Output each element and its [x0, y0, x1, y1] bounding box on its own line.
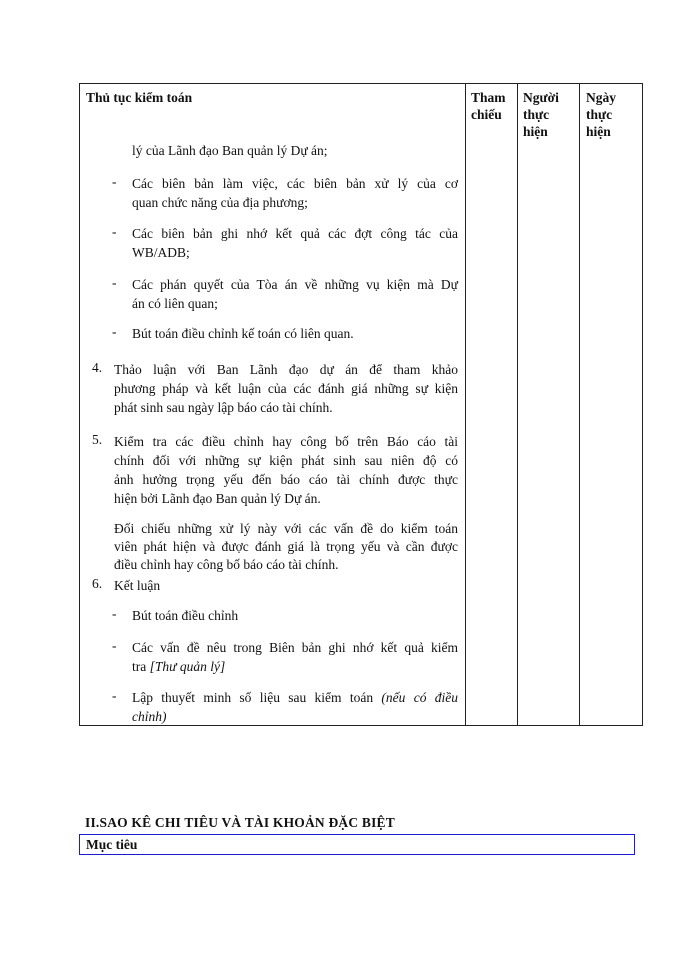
continued-text: lý của Lãnh đạo Ban quản lý Dự án;	[132, 143, 328, 158]
section-title: II.SAO KÊ CHI TIÊU VÀ TÀI KHOẢN ĐẶC BIỆT	[85, 815, 395, 830]
header-performer: Người thực hiện	[523, 90, 559, 139]
column-divider	[465, 84, 466, 725]
audit-procedure-table: Thủ tục kiểm toán Tham chiếu Người thực hiện Ngày thực hiện lý của Lãnh đạo Ban quản lý Dự án; - Các biên bản làm việc, các biên bản xử lý của cơ quan chức năng của địa phương; - Các biên bản ghi nhớ kết quả các đợt công tác của WB/ADB; - Các phán quyết của Tòa án về những vụ kiện mà Dự án có liên quan; - Bút toán điều chỉnh kế toán có liên quan. 4. Thảo luận với Ban Lãnh đạo dự án để tham khảo phương pháp và kết luận của các đánh giá những sự kiện phát sinh sau ngày lập báo cáo tài chính. 5. Kiểm tra các điều chỉnh hay công bố trên Báo cáo tài chính đối với những sự kiện phát sinh sau niên độ có ảnh hưởng trọng yếu đến báo cáo tài chính được thực hiện bởi Lãnh đạo Ban quản lý Dự án. Đối chiếu những xử lý này với các vấn đề do kiểm toán viên phát hiện và được đánh giá là trọng yếu và cần được điều chỉnh hay công bố báo cáo tài chính. 6. Kết luận - Bút toán điều chỉnh - Các vấn đề nêu trong Biên bản ghi nhớ kết quả kiểm tra [Thư quản lý] - Lập thuyết minh số liệu sau kiểm toán (nếu có điều chỉnh)	[79, 83, 643, 726]
followup-paragraph: Đối chiếu những xử lý này với các vấn đề do kiểm toán viên phát hiện và được đánh giá là trọng yếu và cần được điều chỉnh hay công bố báo cáo tài chính.	[114, 521, 458, 572]
header-date: Ngày thực hiện	[586, 90, 616, 139]
objective-label: Mục tiêu	[86, 837, 138, 852]
header-reference: Tham chiếu	[471, 90, 506, 122]
header-procedure: Thủ tục kiểm toán	[86, 90, 193, 105]
column-divider	[579, 84, 580, 725]
column-divider	[517, 84, 518, 725]
objective-box	[79, 834, 635, 855]
